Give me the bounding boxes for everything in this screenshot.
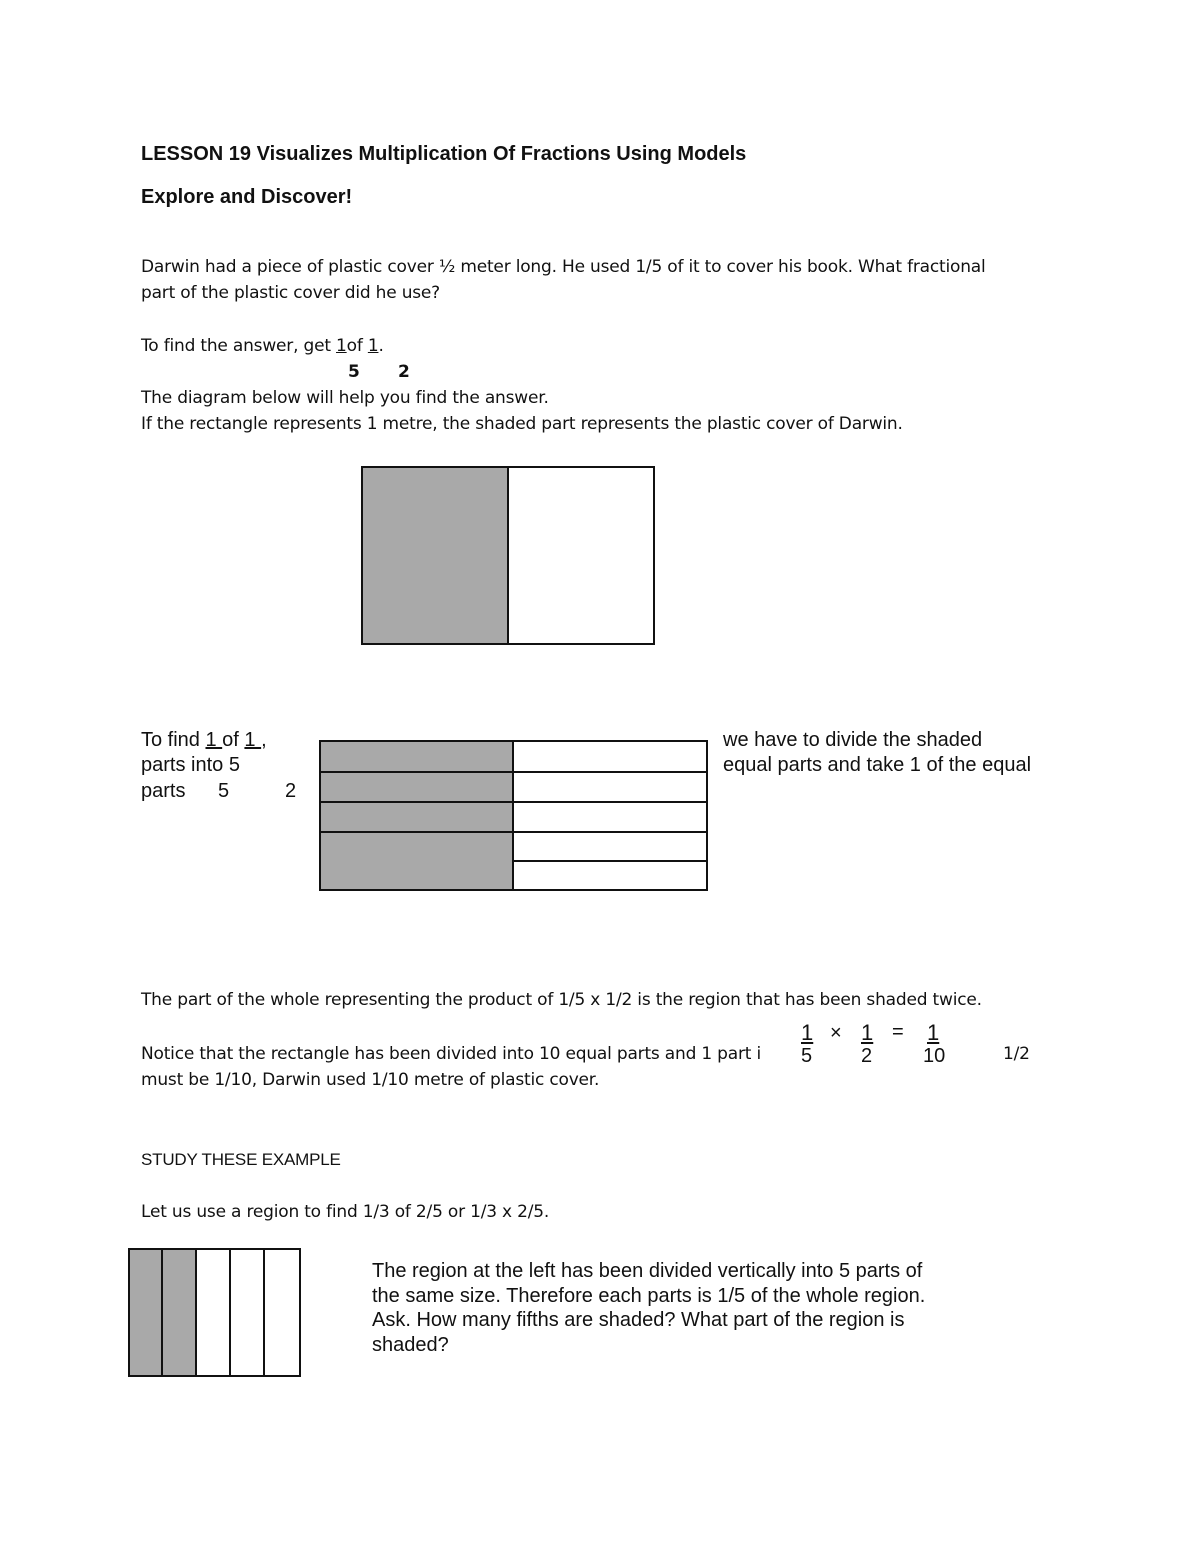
fifth-column-4 (231, 1250, 265, 1375)
equation-denominator-2: 2 (861, 1045, 873, 1067)
equation-numerator-3: 1 (927, 1020, 940, 1045)
find-instruction (141, 336, 384, 356)
study-line: Let us use a region to find 1/3 of 2/5 or 1/3 x 2/5. (141, 1202, 550, 1222)
divide-denominator-1: 5 (218, 780, 230, 802)
section-subtitle: Explore and Discover! (141, 186, 353, 208)
divide-numerator-2: 1 (244, 729, 262, 751)
region-explanation (372, 1259, 925, 1357)
row-divider-3-right (514, 831, 706, 833)
product-line: The part of the whole representing the product of 1/5 x 1/2 is the region that has been shaded twice. (141, 990, 982, 1010)
find-dot: . (378, 336, 384, 356)
row-divider-2-right (514, 801, 706, 803)
equation-times: × (830, 1022, 842, 1044)
row-divider-1-left (321, 771, 514, 773)
row-divider-4-right (514, 860, 706, 862)
shaded-half-column (321, 742, 514, 889)
find-numerator-2: 1 (367, 336, 379, 356)
row-divider-1-right (514, 771, 706, 773)
divide-left-line-1 (141, 729, 267, 752)
fifth-column-2-shaded (163, 1250, 197, 1375)
find-numerator-1: 1 (336, 336, 347, 356)
region-line-1: The region at the left has been divided vertically into 5 parts of (372, 1260, 923, 1282)
fifth-column-3 (197, 1250, 231, 1375)
divide-right-line-2: equal parts and take 1 of the equal (723, 754, 1032, 776)
problem-line-1: Darwin had a piece of plastic cover ½ meter long. He used 1/5 of it to cover his book. What fractional (141, 257, 986, 277)
diagram-intro-2: If the rectangle represents 1 metre, the shaded part represents the plastic cover of Darwin. (141, 414, 903, 434)
model-fifths-rectangle (128, 1248, 301, 1377)
diagram-intro-1: The diagram below will help you find the answer. (141, 388, 549, 408)
half-shaded-part (363, 468, 509, 643)
model-half-rectangle (361, 466, 655, 645)
equation-numerator-1: 1 (801, 1020, 814, 1045)
divide-left-line-3: parts (141, 780, 186, 802)
notice-tail: 1/2 (1003, 1044, 1030, 1064)
find-denominator-1: 5 (348, 362, 360, 382)
divide-comma: , (261, 729, 267, 751)
equation-denominator-3: 10 (923, 1045, 946, 1067)
divide-to-find: To find (141, 729, 206, 751)
fifth-column-1-shaded (130, 1250, 163, 1375)
row-divider-3-left (321, 831, 514, 833)
divide-of: of (222, 729, 245, 751)
notice-line: Notice that the rectangle has been divided into 10 equal parts and 1 part i (141, 1044, 761, 1064)
equation-denominator-1: 5 (801, 1045, 813, 1067)
region-line-2: the same size. Therefore each parts is 1/5 of the whole region. (372, 1284, 926, 1307)
find-denominator-2: 2 (398, 362, 410, 382)
find-of: of (346, 336, 368, 356)
region-line-4: shaded? (372, 1333, 449, 1356)
fifth-column-5 (265, 1250, 299, 1375)
study-heading: STUDY THESE EXAMPLE (141, 1150, 341, 1169)
divide-numerator-1: 1 (205, 729, 223, 751)
model-tenths-rectangle (319, 740, 708, 891)
region-line-3: Ask. How many fifths are shaded? What part of the region is (372, 1309, 905, 1331)
equation-numerator-2: 1 (861, 1020, 874, 1045)
divide-right-line-1: we have to divide the shaded (723, 729, 983, 751)
row-divider-2-left (321, 801, 514, 803)
must-line: must be 1/10, Darwin used 1/10 metre of plastic cover. (141, 1070, 600, 1090)
problem-line-2: part of the plastic cover did he use? (141, 283, 441, 303)
find-prefix: To find the answer, get (141, 336, 337, 356)
divide-denominator-2: 2 (285, 780, 297, 802)
divide-left-line-2: parts into 5 (141, 754, 240, 776)
equation-equals: = (892, 1021, 904, 1043)
lesson-title: LESSON 19 Visualizes Multiplication Of Fractions Using Models (141, 143, 747, 165)
